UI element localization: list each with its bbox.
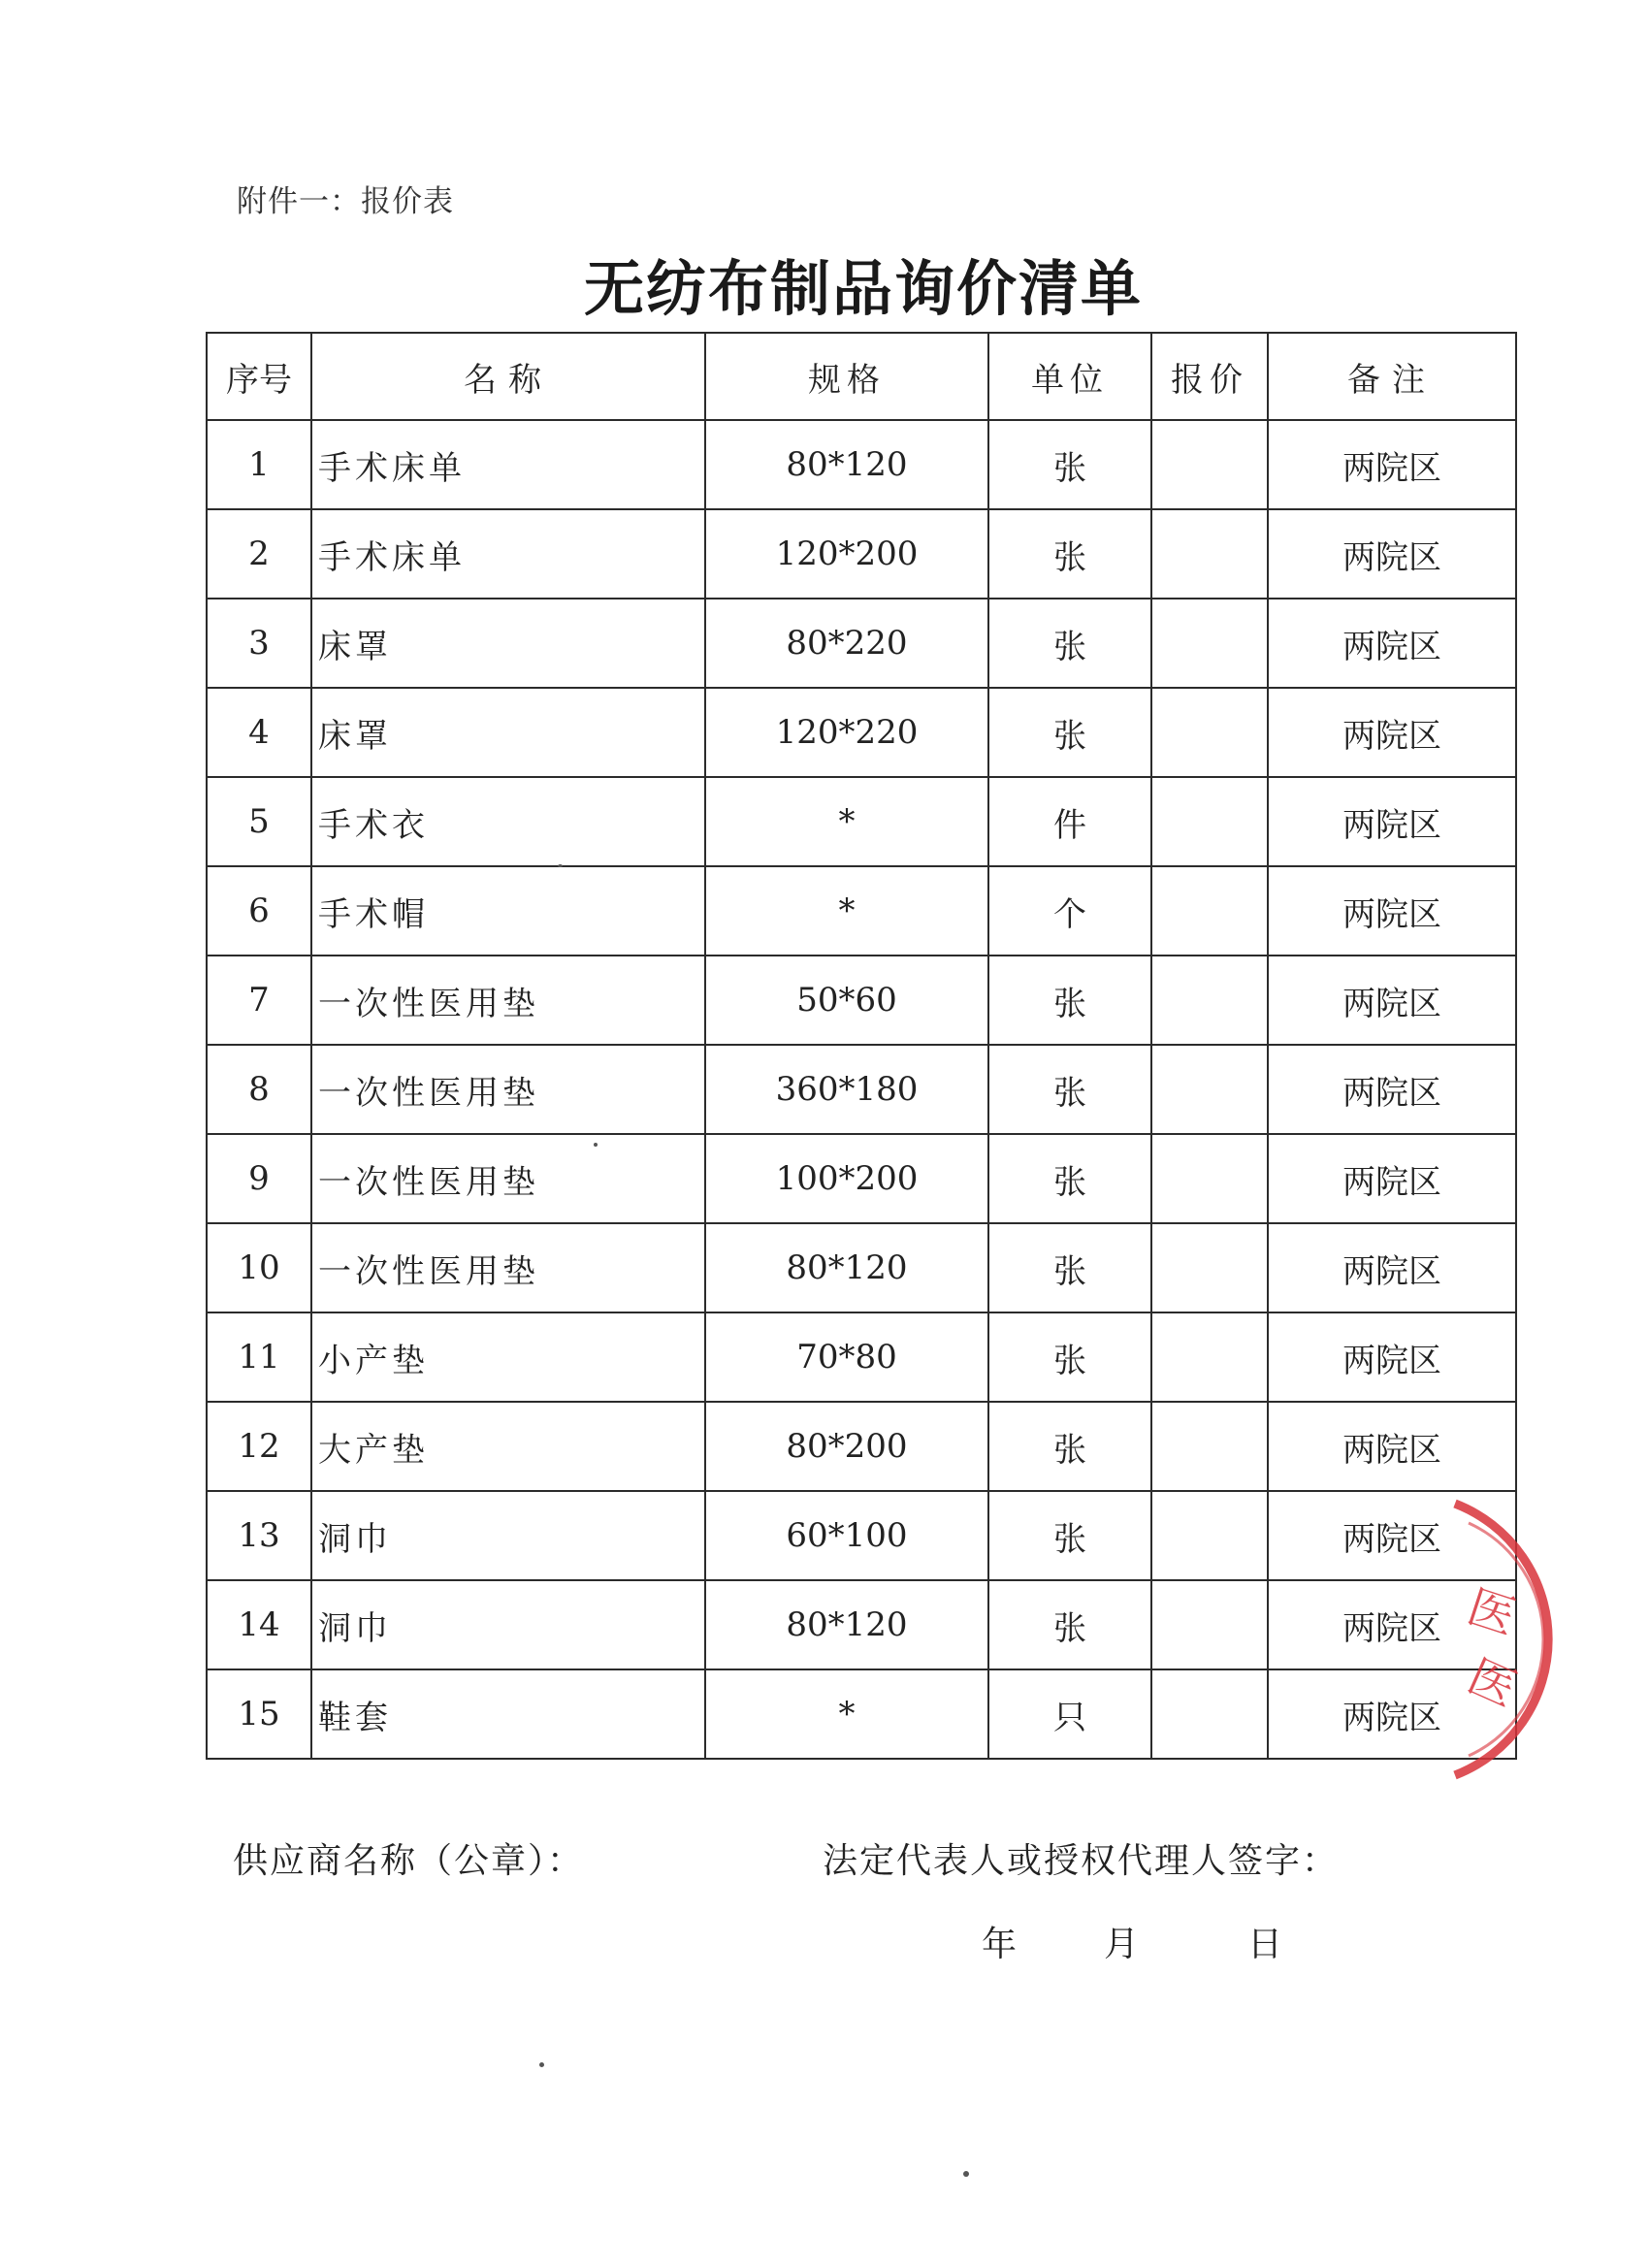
cell-remark: 两院区	[1268, 599, 1516, 688]
cell-spec: 70*80	[705, 1312, 988, 1402]
table-row	[207, 1223, 1516, 1312]
scan-speck	[558, 864, 563, 867]
cell-unit: 张	[988, 599, 1151, 688]
cell-no: 7	[207, 956, 311, 1045]
cell-price	[1151, 1223, 1268, 1312]
cell-unit: 张	[988, 1312, 1151, 1402]
cell-unit: 张	[988, 1223, 1151, 1312]
cell-spec: 80*120	[705, 1223, 988, 1312]
cell-spec: 120*200	[705, 509, 988, 599]
cell-remark: 两院区	[1268, 688, 1516, 777]
cell-name: 手术帽	[311, 866, 705, 956]
table-row	[207, 1402, 1516, 1491]
cell-price	[1151, 599, 1268, 688]
cell-price	[1151, 1580, 1268, 1669]
table-row	[207, 420, 1516, 509]
date-day-label: 日	[1247, 1925, 1283, 1964]
cell-name: 鞋套	[311, 1669, 705, 1759]
table-row	[207, 1045, 1516, 1134]
cell-remark: 两院区	[1268, 420, 1516, 509]
cell-unit: 张	[988, 1491, 1151, 1580]
cell-unit: 件	[988, 777, 1151, 866]
date-month-label: 月	[1104, 1925, 1140, 1964]
cell-name: 床罩	[311, 599, 705, 688]
col-header-unit: 单位	[988, 333, 1151, 420]
cell-price	[1151, 777, 1268, 866]
cell-price	[1151, 1312, 1268, 1402]
cell-spec: 120*220	[705, 688, 988, 777]
cell-remark: 两院区	[1268, 1669, 1516, 1759]
cell-price	[1151, 1669, 1268, 1759]
table-row	[207, 1580, 1516, 1669]
cell-spec: 60*100	[705, 1491, 988, 1580]
table-row	[207, 866, 1516, 956]
attachment-label: 附件一：报价表	[237, 184, 454, 219]
table-header-row	[207, 333, 1516, 420]
signature-label: 法定代表人或授权代理人签字：	[823, 1841, 1340, 1881]
cell-unit: 张	[988, 1580, 1151, 1669]
cell-unit: 张	[988, 956, 1151, 1045]
cell-no: 8	[207, 1045, 311, 1134]
quotation-table	[206, 332, 1517, 1760]
cell-unit: 张	[988, 1045, 1151, 1134]
cell-unit: 张	[988, 688, 1151, 777]
cell-name: 洞巾	[311, 1491, 705, 1580]
cell-remark: 两院区	[1268, 1045, 1516, 1134]
cell-no: 3	[207, 599, 311, 688]
cell-price	[1151, 866, 1268, 956]
document-title: 无纺布制品询价清单	[583, 253, 1143, 324]
scan-speck	[539, 2062, 544, 2067]
cell-no: 15	[207, 1669, 311, 1759]
cell-price	[1151, 1402, 1268, 1491]
date-year-label: 年	[982, 1925, 1018, 1964]
cell-remark: 两院区	[1268, 1134, 1516, 1223]
svg-text:医: 医	[1461, 1579, 1523, 1646]
supplier-name-label: 供应商名称（公章）：	[233, 1841, 585, 1881]
cell-remark: 两院区	[1268, 1580, 1516, 1669]
cell-no: 13	[207, 1491, 311, 1580]
scan-speck	[594, 1143, 598, 1147]
cell-price	[1151, 1491, 1268, 1580]
cell-name: 手术床单	[311, 509, 705, 599]
cell-name: 手术床单	[311, 420, 705, 509]
cell-spec: 80*200	[705, 1402, 988, 1491]
cell-no: 5	[207, 777, 311, 866]
col-header-remark: 备注	[1268, 333, 1516, 420]
cell-no: 2	[207, 509, 311, 599]
svg-text:医: 医	[1460, 1648, 1525, 1718]
col-header-price: 报价	[1151, 333, 1268, 420]
cell-remark: 两院区	[1268, 777, 1516, 866]
cell-spec: 360*180	[705, 1045, 988, 1134]
cell-spec: *	[705, 866, 988, 956]
table-row	[207, 509, 1516, 599]
table-row	[207, 599, 1516, 688]
cell-name: 手术衣	[311, 777, 705, 866]
cell-no: 10	[207, 1223, 311, 1312]
cell-unit: 只	[988, 1669, 1151, 1759]
col-header-no: 序号	[207, 333, 311, 420]
cell-spec: *	[705, 777, 988, 866]
cell-spec: 80*120	[705, 1580, 988, 1669]
cell-no: 1	[207, 420, 311, 509]
table-row	[207, 1134, 1516, 1223]
cell-name: 小产垫	[311, 1312, 705, 1402]
table-row	[207, 1312, 1516, 1402]
cell-name: 一次性医用垫	[311, 1134, 705, 1223]
cell-unit: 张	[988, 509, 1151, 599]
table-row	[207, 1491, 1516, 1580]
cell-price	[1151, 956, 1268, 1045]
table-row	[207, 1669, 1516, 1759]
cell-spec: 50*60	[705, 956, 988, 1045]
table-row	[207, 777, 1516, 866]
cell-spec: 80*120	[705, 420, 988, 509]
cell-unit: 个	[988, 866, 1151, 956]
scan-speck	[963, 2171, 969, 2177]
cell-name: 床罩	[311, 688, 705, 777]
cell-price	[1151, 1045, 1268, 1134]
cell-remark: 两院区	[1268, 1491, 1516, 1580]
cell-name: 一次性医用垫	[311, 1045, 705, 1134]
cell-spec: 80*220	[705, 599, 988, 688]
cell-spec: 100*200	[705, 1134, 988, 1223]
cell-unit: 张	[988, 1402, 1151, 1491]
cell-remark: 两院区	[1268, 866, 1516, 956]
cell-remark: 两院区	[1268, 1223, 1516, 1312]
col-header-spec: 规格	[705, 333, 988, 420]
cell-unit: 张	[988, 420, 1151, 509]
table-row	[207, 688, 1516, 777]
cell-price	[1151, 420, 1268, 509]
cell-price	[1151, 688, 1268, 777]
cell-name: 一次性医用垫	[311, 1223, 705, 1312]
cell-remark: 两院区	[1268, 1402, 1516, 1491]
col-header-name: 名称	[311, 333, 705, 420]
cell-no: 9	[207, 1134, 311, 1223]
cell-no: 4	[207, 688, 311, 777]
cell-name: 洞巾	[311, 1580, 705, 1669]
cell-remark: 两院区	[1268, 509, 1516, 599]
cell-price	[1151, 509, 1268, 599]
cell-remark: 两院区	[1268, 956, 1516, 1045]
cell-no: 6	[207, 866, 311, 956]
cell-no: 14	[207, 1580, 311, 1669]
table-row	[207, 956, 1516, 1045]
cell-remark: 两院区	[1268, 1312, 1516, 1402]
cell-no: 11	[207, 1312, 311, 1402]
cell-name: 一次性医用垫	[311, 956, 705, 1045]
cell-unit: 张	[988, 1134, 1151, 1223]
cell-no: 12	[207, 1402, 311, 1491]
cell-name: 大产垫	[311, 1402, 705, 1491]
cell-price	[1151, 1134, 1268, 1223]
cell-spec: *	[705, 1669, 988, 1759]
